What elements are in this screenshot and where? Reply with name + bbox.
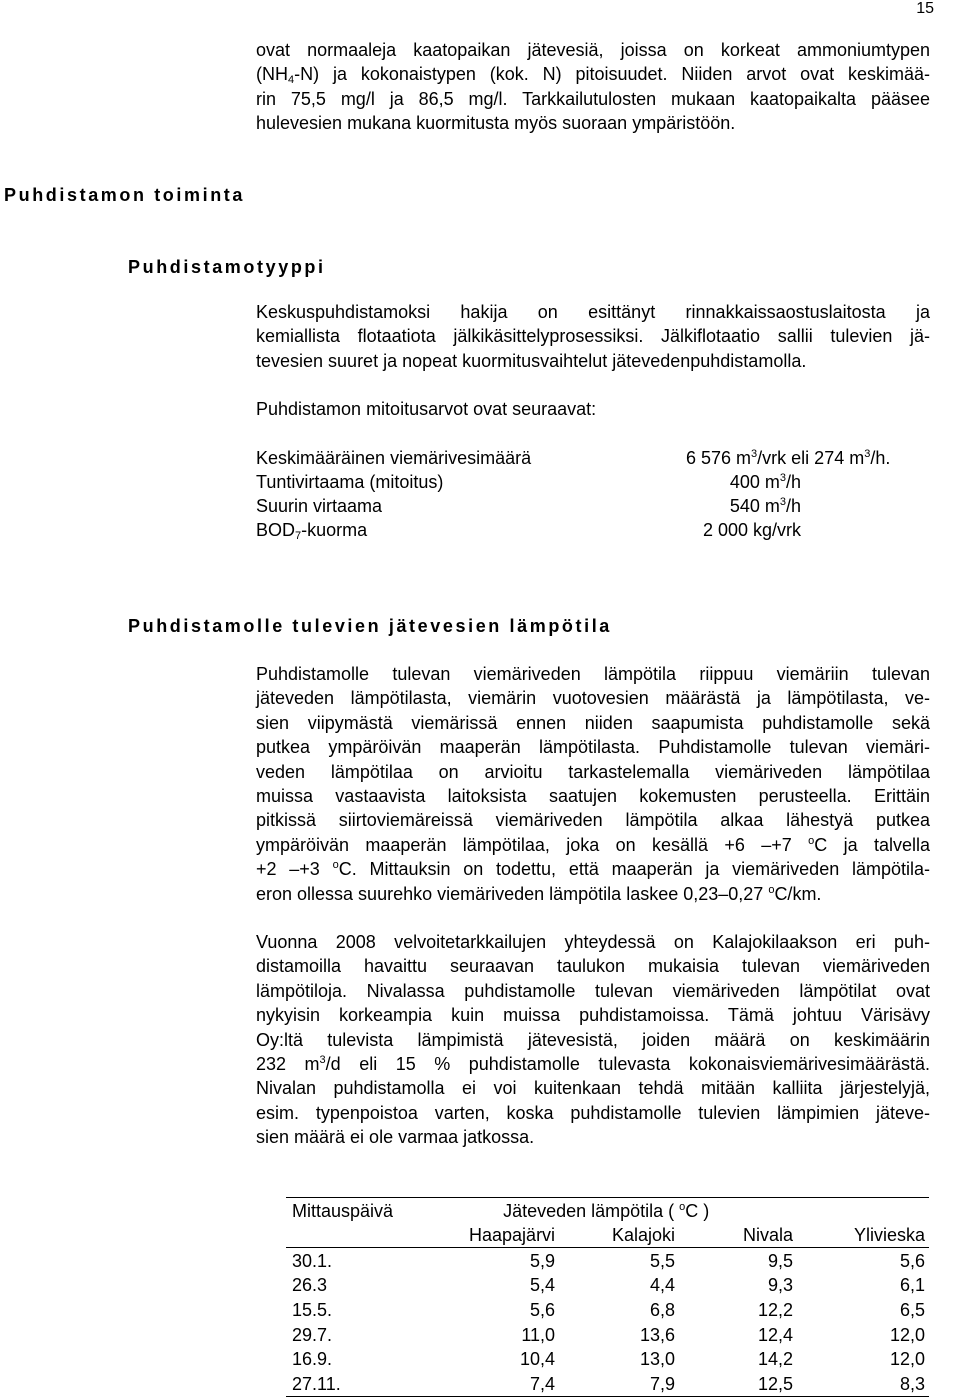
cell-value: 12,0	[890, 1324, 926, 1345]
header-mittauspaiva: Mittauspäivä	[286, 1198, 393, 1223]
page-number: 15	[916, 0, 934, 17]
table-row	[286, 1322, 929, 1347]
mitoitus-row	[256, 518, 936, 542]
text-line: nykyisin korkeampia kuin muissa puhdistamoissa. Tämä johtuu Värisävy	[256, 1005, 930, 1026]
mitoitus-row	[256, 446, 936, 470]
header-title: Jäteveden lämpötila ( $^o$C )	[393, 1198, 929, 1223]
cell-value: 5,6	[530, 1299, 556, 1320]
table-row	[286, 1273, 929, 1298]
text-line: esim. typenpoistoa varten, koska puhdistamolle tulevien lämpimien jäteve-	[256, 1102, 930, 1123]
text-line: 232 $m^3/d$ eli 15 % puhdistamolle tulevasta kokonaisviemärivesimäärästä.	[256, 1054, 930, 1075]
text-line: $(NH_4-N)$ ja kokonaistypen (kok. N) pitoisuudet. Niiden arvot ovat keskimää-	[256, 64, 930, 87]
cell-value: 5,4	[530, 1275, 556, 1296]
cell-value: 5,5	[650, 1250, 676, 1271]
cell-value: 13,0	[640, 1349, 676, 1370]
text-line: pitkissä siirtoviemäreissä viemäriveden lämpötila alkaa lähestyä putkea	[256, 810, 930, 831]
cell-value: 14,2	[758, 1349, 794, 1370]
cell-date: 16.9.	[292, 1349, 333, 1370]
mitoitus-value: 400 $m^3/h$	[729, 472, 801, 492]
text-line: hulevesien mukana kuormitusta myös suoraan ympäristöön.	[256, 113, 736, 134]
heading-puhdistamon-toiminta: Puhdistamon toiminta	[4, 185, 245, 205]
cell-value: 12,5	[675, 1371, 793, 1396]
cell-value: 7,9	[555, 1371, 675, 1396]
cell-value: 8,3	[793, 1371, 929, 1396]
mitoitus-intro	[256, 397, 930, 421]
cell-value: 6,5	[900, 1299, 926, 1320]
cell-value: 12,4	[758, 1324, 794, 1345]
mitoitus-value: 2 000 kg/vrk	[702, 520, 801, 540]
tyyppi-paragraph	[256, 300, 930, 373]
lampotila-paragraph-2	[256, 930, 930, 1150]
table-row	[286, 1297, 929, 1322]
text-line: lämpötiloja. Nivalassa puhdistamolle tulevan viemäriveden lämpötilat ovat	[256, 980, 930, 1001]
cell-value: 7,4	[393, 1371, 555, 1396]
text-line: Oy:ltä tulevista lämpimistä jätevesistä, joiden määrä on keskimäärin	[256, 1029, 930, 1050]
intro-paragraph	[256, 38, 930, 136]
header-haapajarvi: Haapajärvi	[393, 1223, 555, 1248]
cell-value: 12,2	[758, 1299, 794, 1320]
heading-lampotila: Puhdistamolle tulevien jätevesien lämpötila	[128, 616, 612, 636]
text-line: eron ollessa suurehko viemäriveden lämpötila laskee 0,23–0,27 $^o$C/km.	[256, 883, 822, 904]
mitoitus-label: Suurin virtaama	[256, 496, 383, 516]
text-line: ympäröivän maaperän lämpötilaa, joka on kesällä +6 –+7 $^o$C ja talvella	[256, 834, 931, 855]
cell-date: 27.11.	[286, 1371, 393, 1396]
cell-value: 5,6	[900, 1250, 926, 1271]
cell-value: 12,0	[890, 1349, 926, 1370]
cell-value: 6,1	[900, 1275, 926, 1296]
table-row	[286, 1371, 929, 1396]
cell-value: 5,9	[530, 1250, 556, 1271]
table-row	[286, 1347, 929, 1372]
text-line: kemiallista flotaatiota jälkikäsittelyprosessiksi. Jälkiflotaatio sallii tulevien jä-	[256, 326, 930, 347]
text-line: muissa vastaavista laitoksista saatujen kokemusten perusteella. Erittäin	[256, 786, 930, 807]
text-line: sien määrä ei ole varmaa jatkossa.	[256, 1127, 535, 1148]
text-line: putkea ympäröivän maaperän lämpötilasta. Puhdistamolle tulevan viemäri-	[256, 737, 930, 758]
mitoitus-row	[256, 470, 936, 494]
cell-value: 9,5	[768, 1250, 794, 1271]
text-line: distamoilla havaittu seuraavan taulukon mukaisia tulevan viemäriveden	[256, 956, 930, 977]
cell-value: 11,0	[521, 1324, 556, 1345]
header-nivala: Nivala	[675, 1223, 793, 1248]
temperature-table	[286, 1197, 929, 1397]
text-line: sien viipymästä viemärissä ennen niiden saapumista puhdistamolle sekä	[256, 712, 930, 733]
text-line: Keskuspuhdistamoksi hakija on esittänyt rinnakkaissaostuslaitosta ja	[256, 302, 930, 322]
mitoitus-label: $BOD_7$-kuorma	[256, 520, 368, 542]
header-kalajoki: Kalajoki	[555, 1223, 675, 1248]
lampotila-paragraph-1	[256, 662, 930, 906]
heading-puhdistamotyyppi: Puhdistamotyyppi	[128, 257, 326, 277]
cell-date: 29.7.	[292, 1324, 333, 1345]
text-line: tevesien suuret ja nopeat kuormitusvaihtelut jätevedenpuhdistamolla.	[256, 350, 807, 371]
cell-value: 6,8	[650, 1299, 676, 1320]
mitoitus-row	[256, 494, 936, 518]
table-header-row	[286, 1223, 929, 1248]
text-line: +2 –+3 $^o$C. Mittauksin on todettu, että maaperän ja viemäriveden lämpötila-	[256, 859, 930, 880]
text-line: jäteveden lämpötilasta, viemärin vuotovesien määrästä ja lämpötilasta, ve-	[256, 688, 930, 709]
text-line: Puhdistamon mitoitusarvot ovat seuraavat:	[256, 399, 597, 419]
text-line: Puhdistamolle tulevan viemäriveden lämpötila riippuu viemäriin tulevan	[256, 664, 930, 684]
cell-value: 4,4	[650, 1275, 676, 1296]
table-row	[286, 1248, 929, 1273]
text-line: ovat normaaleja kaatopaikan jätevesiä, joissa on korkeat ammoniumtypen	[256, 40, 930, 60]
cell-value: 10,4	[520, 1349, 556, 1370]
text-line: Nivalan puhdistamolla ei voi kuitenkaan tehdä mitään kalliita järjestelyjä,	[256, 1078, 930, 1099]
mitoitus-label: Keskimääräinen viemärivesimäärä	[256, 448, 532, 468]
header-ylivieska: Ylivieska	[793, 1223, 929, 1248]
cell-value: 13,6	[640, 1324, 676, 1345]
mitoitus-label: Tuntivirtaama (mitoitus)	[256, 472, 444, 492]
text-line: Vuonna 2008 velvoitetarkkailujen yhteydessä on Kalajokilaakson eri puh-	[256, 932, 930, 952]
cell-value: 9,3	[768, 1275, 794, 1296]
cell-date: 30.1.	[292, 1250, 333, 1271]
cell-date: 26.3	[292, 1275, 328, 1296]
table-header-row	[286, 1198, 929, 1223]
text-line: veden lämpötilaa on arvioitu tarkastelemalla viemäriveden lämpötilaa	[256, 761, 930, 782]
mitoitus-value: 540 $m^3/h$	[729, 496, 801, 516]
text-line: rin 75,5 mg/l ja 86,5 mg/l. Tarkkailutulosten mukaan kaatopaikalta pääsee	[256, 88, 930, 109]
mitoitus-value: 6 576 $m^3$/vrk eli 274 $m^3/h$.	[686, 448, 891, 468]
cell-date: 15.5.	[292, 1299, 333, 1320]
